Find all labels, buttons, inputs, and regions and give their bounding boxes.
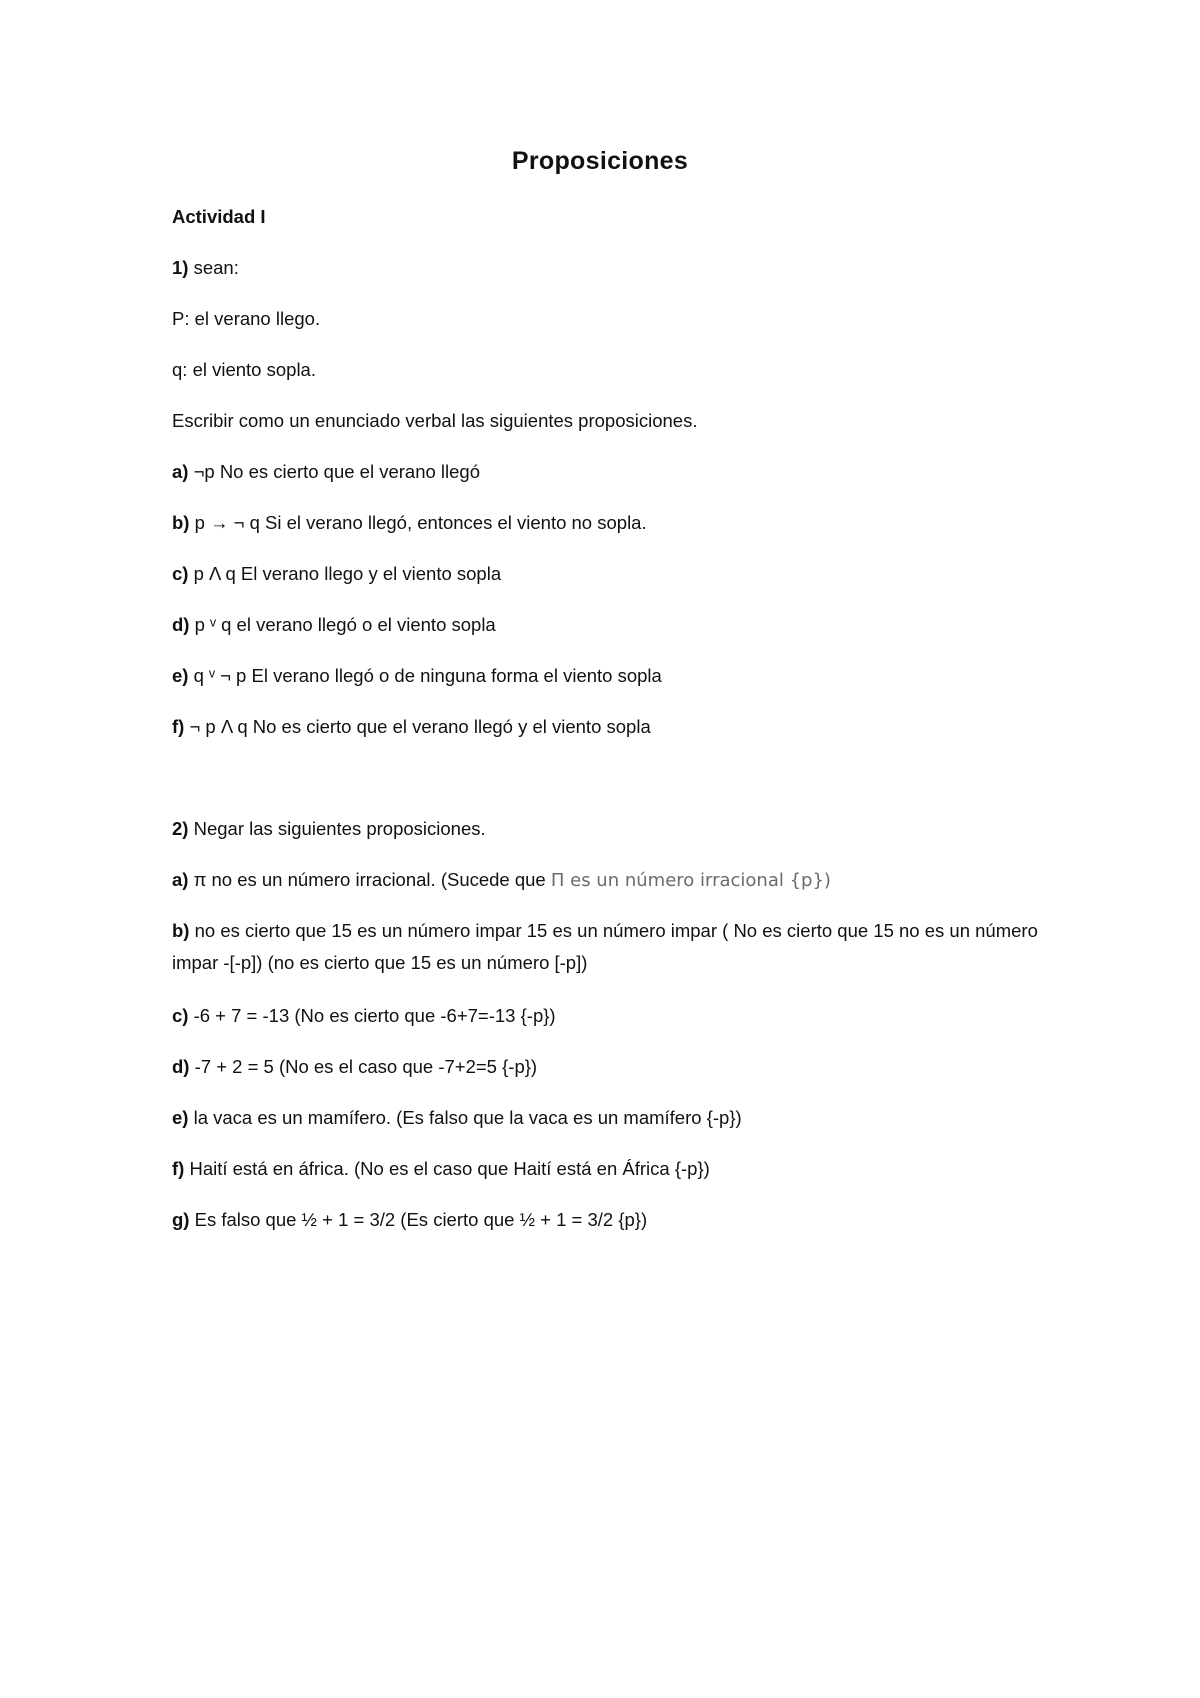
item-label: b)	[172, 512, 190, 533]
item-label: f)	[172, 1158, 185, 1179]
q1-item-c	[172, 562, 501, 586]
q2-item-c	[172, 1004, 556, 1028]
q1-intro-text: sean:	[188, 257, 239, 278]
item-text: -6 + 7 = -13 (No es cierto que -6+7=-13 {-p})	[188, 1005, 556, 1026]
item-label: a)	[172, 869, 189, 890]
item-label: a)	[172, 461, 189, 482]
item-text: p ᵛ q el verano llegó o el viento sopla	[189, 614, 496, 635]
item-text: q ᵛ ¬ p El verano llegó o de ninguna forma el viento sopla	[188, 665, 662, 686]
item-text: Es falso que ½ + 1 = 3/2 (Es cierto que ½ + 1 = 3/2 {p})	[189, 1209, 648, 1230]
item-label: g)	[172, 1209, 190, 1230]
item-text: p Λ q El verano llego y el viento sopla	[188, 563, 502, 584]
item-label: c)	[172, 563, 189, 584]
q1-intro	[172, 256, 239, 280]
page-title: Proposiciones	[511, 147, 689, 175]
item-label: b)	[172, 920, 190, 941]
item-text: ¬ p Λ q No es cierto que el verano llegó y el viento sopla	[184, 716, 651, 737]
item-label: c)	[172, 1005, 189, 1026]
q1-item-d	[172, 613, 496, 637]
q1-instruction: Escribir como un enunciado verbal las siguientes proposiciones.	[172, 410, 698, 431]
q1-number: 1)	[172, 257, 189, 278]
item-label: f)	[172, 716, 185, 737]
q1-item-a	[172, 460, 480, 484]
item-text: Haití está en áfrica. (No es el caso que Haití está en África {-p})	[184, 1158, 710, 1179]
item-text-extra: Π es un número irracional {p})	[550, 870, 831, 891]
q2-intro-text: Negar las siguientes proposiciones.	[188, 818, 486, 839]
p-definition: P: el verano llego.	[172, 308, 321, 329]
item-label: d)	[172, 614, 190, 635]
q-definition: q: el viento sopla.	[172, 359, 316, 380]
item-text: -7 + 2 = 5 (No es el caso que -7+2=5 {-p})	[189, 1056, 538, 1077]
q1-item-b	[172, 511, 647, 535]
item-label: e)	[172, 665, 189, 686]
q2-item-a	[172, 868, 831, 893]
q1-item-f	[172, 715, 651, 739]
activity-heading: Actividad I	[172, 206, 266, 227]
item-text: ¬p No es cierto que el verano llegó	[188, 461, 481, 482]
item-text: la vaca es un mamífero. (Es falso que la vaca es un mamífero {-p})	[188, 1107, 742, 1128]
q2-item-e	[172, 1106, 742, 1130]
q2-item-g	[172, 1208, 647, 1232]
q2-item-f	[172, 1157, 710, 1181]
item-text: no es cierto que 15 es un número impar 15 es un número impar ( No es cierto que 15 no es un número impar -[-p]) (no es cierto que 15 es un número [-p])	[172, 920, 1038, 973]
item-text: π no es un número irracional. (Sucede que	[188, 869, 551, 890]
item-text: p → ¬ q Si el verano llegó, entonces el viento no sopla.	[189, 512, 647, 533]
q2-intro	[172, 817, 486, 841]
item-label: e)	[172, 1107, 189, 1128]
q2-item-d	[172, 1055, 537, 1079]
q1-item-e	[172, 664, 662, 688]
item-label: d)	[172, 1056, 190, 1077]
q2-item-b	[172, 915, 1042, 979]
q2-number: 2)	[172, 818, 189, 839]
